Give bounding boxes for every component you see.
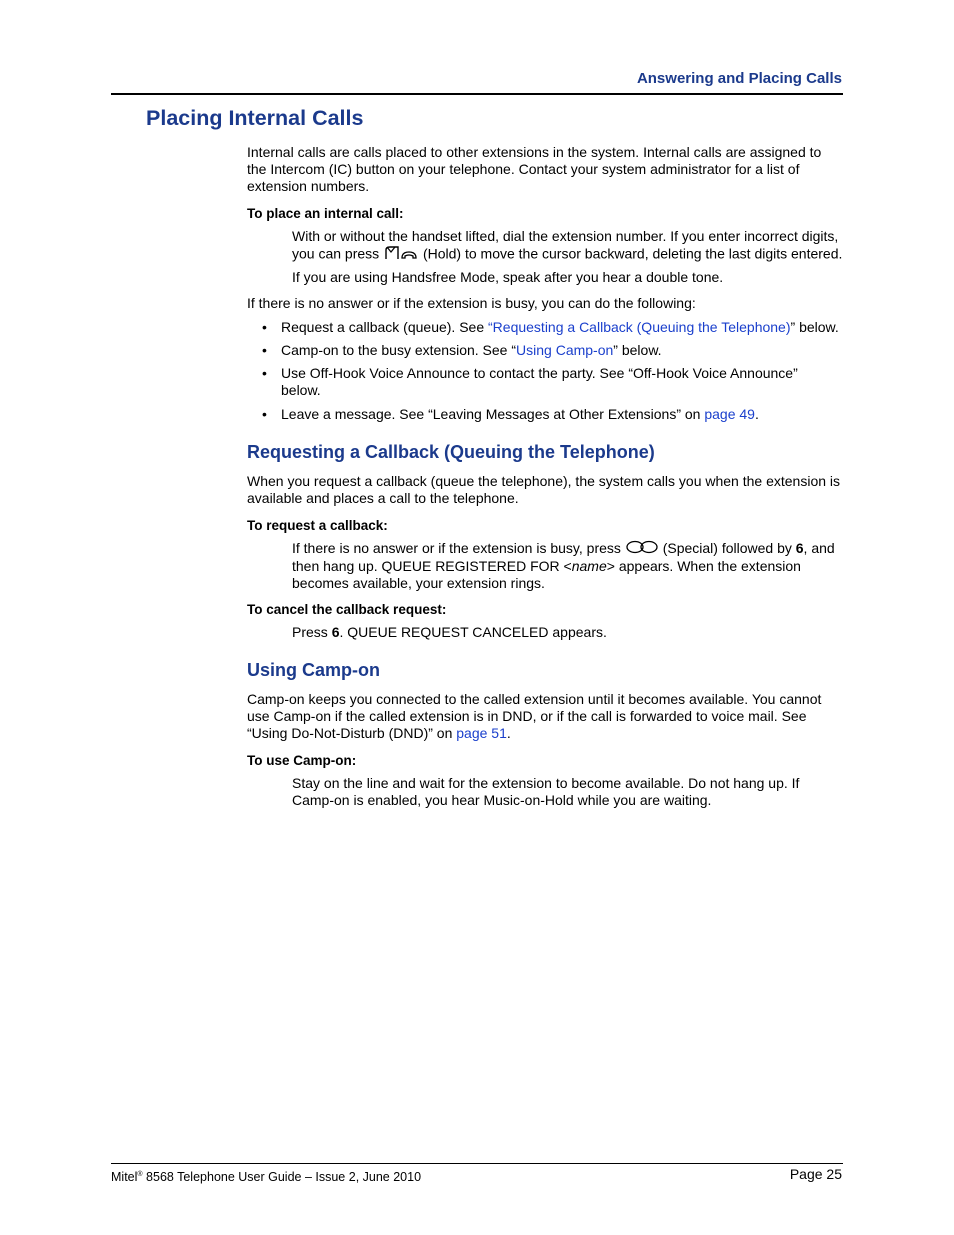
list-item (281, 406, 759, 423)
name-placeholder: name (571, 558, 607, 575)
text-span: (Hold) to move the cursor backward, deleting the last digits entered. (422, 245, 843, 262)
footer-guide-title (111, 1167, 421, 1185)
text-line (292, 245, 842, 265)
text-line: available and places a call to the telephone. (247, 490, 519, 506)
camp-on-heading: Using Camp-on (247, 660, 380, 680)
cancel-callback-step (292, 624, 607, 641)
text-span: Leave a message. See “Leaving Messages at Other Extensions” on (281, 406, 705, 422)
running-header: Answering and Placing Calls (636, 70, 842, 87)
text-span: > appears. When the extension (606, 558, 801, 575)
text-line: When you request a callback (queue the telephone), the system calls you when the extension is (247, 473, 841, 489)
list-item (281, 319, 839, 336)
page-number: Page 25 (789, 1166, 842, 1182)
bullet-dot: • (262, 406, 267, 422)
text-span: ” below. (790, 319, 839, 335)
bullet-dot: • (262, 319, 267, 335)
text-span: “Using Do-Not-Disturb (DND)” on (247, 725, 457, 741)
guide-title: 8568 Telephone User Guide – Issue 2, June 2010 (142, 1170, 422, 1185)
text-line (292, 558, 835, 575)
text-line: With or without the handset lifted, dial the extension number. If you enter incorrect digits, (292, 228, 839, 244)
bullet-dot: • (262, 342, 267, 358)
text-span: then hang up. QUEUE REGISTERED FOR < (292, 558, 572, 575)
digit-6: 6 (795, 540, 804, 556)
list-item (281, 342, 662, 359)
cancel-callback-lead: To cancel the callback request: (247, 602, 447, 617)
text-line (247, 725, 821, 742)
callback-intro (247, 473, 840, 507)
list-item (281, 365, 798, 399)
use-camp-on-step (292, 775, 799, 809)
text-line: use Camp-on if the called extension is in DND, or if the call is forwarded to voice mail. See (247, 708, 807, 724)
registered-mark: ® (137, 1171, 143, 1178)
request-callback-lead: To request a callback: (247, 518, 388, 533)
text-line: Stay on the line and wait for the extension to become available. Do not hang up. If (292, 775, 800, 791)
camp-on-intro (247, 691, 821, 742)
text-span: . QUEUE REQUEST CANCELED appears. (339, 624, 607, 640)
header-rule (111, 93, 843, 95)
use-camp-on-lead: To use Camp-on: (247, 753, 357, 768)
busy-intro: If there is no answer or if the extension is busy, you can do the following: (247, 295, 696, 311)
link-page-51[interactable]: page 51 (456, 725, 507, 741)
text-span: , and (803, 540, 835, 556)
bullet-dot: • (262, 365, 267, 381)
page-title: Placing Internal Calls (146, 106, 364, 130)
link-requesting-callback[interactable]: “Requesting a Callback (Queuing the Telephone) (488, 319, 791, 335)
request-callback-step (292, 540, 835, 592)
text-span: (Special) followed by (662, 540, 796, 556)
place-call-step-2: If you are using Handsfree Mode, speak after you hear a double tone. (292, 269, 724, 285)
hold-icon (383, 245, 419, 265)
text-line: below. (281, 382, 321, 398)
text-line: Camp-on is enabled, you hear Music-on-Hold while you are waiting. (292, 792, 712, 808)
callback-heading: Requesting a Callback (Queuing the Telephone) (247, 442, 655, 462)
special-icon (625, 540, 659, 558)
text-span: Camp-on to the busy extension. See “ (281, 342, 517, 358)
text-line: extension numbers. (247, 178, 370, 194)
place-call-lead: To place an internal call: (247, 206, 404, 221)
text-span: you can press (292, 245, 380, 262)
text-line: Internal calls are calls placed to other extensions in the system. Internal calls are assigned to (247, 144, 822, 160)
text-span: If there is no answer or if the extension is busy, press (292, 540, 621, 556)
text-span: Request a callback (queue). See (281, 319, 489, 335)
text-line: the Intercom (IC) button on your telephone. Contact your system administrator for a list of (247, 161, 800, 177)
intro-paragraph (247, 144, 821, 195)
text-span: . (754, 406, 759, 422)
brand-name: Mitel (111, 1170, 138, 1185)
link-page-49[interactable]: page 49 (704, 406, 755, 422)
place-call-step-1 (292, 228, 842, 265)
text-span: Press (292, 624, 332, 640)
text-span: . (506, 725, 511, 741)
text-span: ” below. (613, 342, 662, 358)
footer-rule (111, 1163, 843, 1164)
text-line: Camp-on keeps you connected to the called extension until it becomes available. You cannot (247, 691, 822, 707)
digit-6: 6 (331, 624, 340, 640)
text-line (292, 540, 835, 558)
link-using-camp-on[interactable]: Using Camp-on (516, 342, 614, 358)
text-line: Use Off-Hook Voice Announce to contact the party. See “Off-Hook Voice Announce” (281, 365, 798, 381)
text-line: becomes available, your extension rings. (292, 575, 545, 592)
